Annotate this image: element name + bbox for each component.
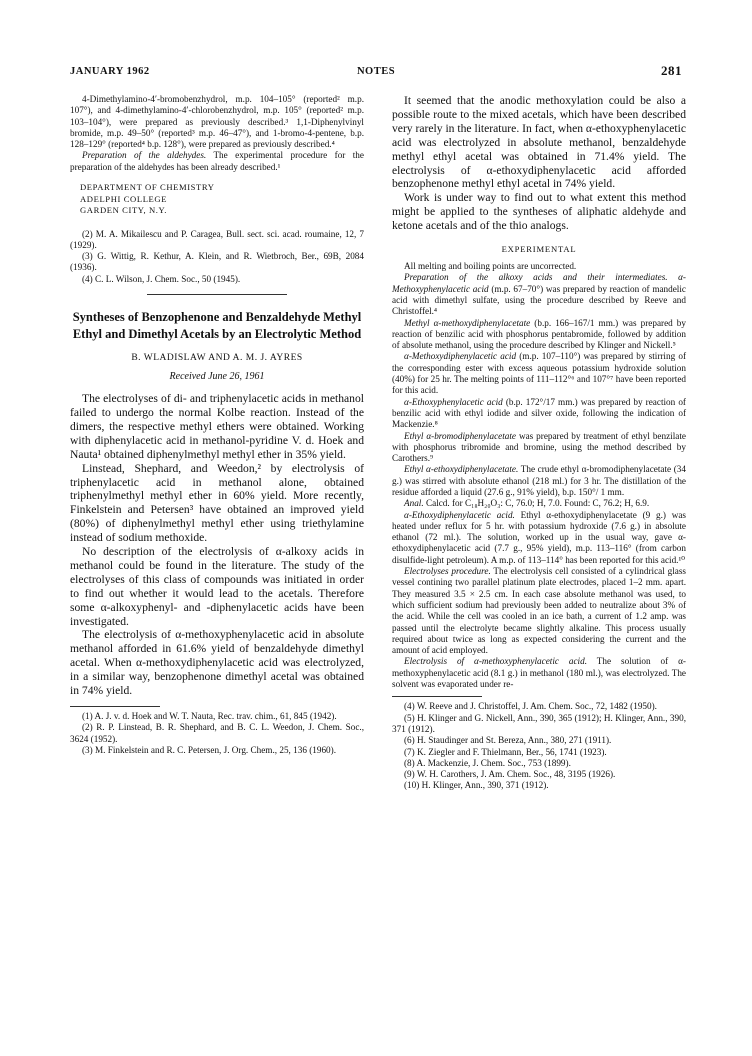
run-in-heading: Electrolysis of α-methoxyphenylacetic acid.	[404, 656, 588, 667]
footnote: (7) K. Ziegler and F. Thielmann, Ber., 56, 1741 (1923).	[404, 746, 607, 757]
paragraph-text: The crude ethyl α-bromodiphenylacetate (34 g.) was stirred with absolute ethanol (218 ml.) for 3 hr. The distillation of the residue afforded a liquid (27.6 g., 91% yield), b.p. 150°/ 1 mm.	[392, 464, 686, 497]
exp-paragraph	[392, 464, 686, 498]
paragraph	[70, 150, 364, 173]
run-in-heading: Methyl α-methoxydiphenylacetate	[404, 317, 531, 328]
footnote: (4) C. L. Wilson, J. Chem. Soc., 50 (1945).	[82, 273, 241, 284]
paragraph-text: was prepared by treatment of ethyl benzilate with phosphorus tribromide and bromine, using the method described by Carothers.⁹	[392, 430, 686, 464]
exp-paragraph	[392, 656, 686, 690]
exp-paragraph	[392, 351, 686, 396]
run-in-heading: Preparation of the aldehydes.	[82, 150, 207, 161]
footnote-divider	[70, 706, 160, 707]
body-paragraph: Work is under way to find out to what extent this method might be applied to the syntheses of aliphatic aldehyde and ketone acetals and of the thio analogs.	[392, 191, 686, 233]
header-date: JANUARY 1962	[70, 66, 150, 77]
footnote-divider	[392, 696, 482, 697]
body-paragraph: The electrolysis of α-methoxyphenylacetic acid in absolute methanol afforded in 61.6% yield of benzaldehyde dimethyl acetal. When α-methoxydiphenylacetic acid was electrolyzed, in a similar way, benzophenone dimethyl acetal was obtained in 74% yield.	[70, 628, 364, 698]
run-in-heading: α-Ethoxydiphenylacetic acid.	[404, 509, 515, 520]
run-in-heading: Preparation of the alkoxy acids and their intermediates. α-Methoxyphenylacetic acid	[392, 272, 686, 294]
footnotes-right	[392, 701, 686, 791]
received-date: Received June 26, 1961	[169, 371, 265, 383]
exp-paragraph	[392, 510, 686, 566]
exp-paragraph	[392, 261, 686, 272]
footnote: (4) W. Reeve and J. Christoffel, J. Am. Chem. Soc., 72, 1482 (1950).	[404, 701, 657, 712]
body-paragraph: The electrolyses of di- and triphenylacetic acids in methanol failed to undergo the normal Kolbe reaction. Instead of the dimers, the respective methyl ethers were obtained. Working with diphenylacetic acid in methanol-pyridine V. d. Hoek and Nauta¹ obtained diphenylmethyl methyl ether in 35% yield.	[70, 392, 364, 461]
body-paragraph: Linstead, Shephard, and Weedon,² by electrolysis of triphenylacetic acid in methanol alone, obtained triphenylmethyl methyl ether in 60% yield. More recently, Finkelstein and Petersen³ have obtained an improved yield (80%) of diphenylmethyl methyl ether using triethylamine instead of sodium methoxide.	[70, 461, 364, 545]
exp-paragraph	[392, 431, 686, 465]
article-title: Syntheses of Benzophenone and Benzaldehyde Methyl Ethyl and Dimethyl Acetals by an Electrolytic Method	[72, 310, 362, 342]
affiliation-line: DEPARTMENT OF CHEMISTRY	[80, 182, 215, 193]
run-in-heading: Ethyl α-ethoxydiphenylacetate.	[404, 464, 519, 475]
paragraph-text: The solution of α-methoxyphenylacetic acid (8.1 g.) in methanol (180 ml.), was electrolyzed. The solvent was evaporated under re-	[392, 656, 686, 690]
paragraph-text: Ethyl α-ethoxydiphenylacetate (9 g.) was heated under reflux for 5 hr. with potassium hydroxide (7.6 g.) in absolute ethanol (72 ml.). The solution, worked up in the usual way, gave α-ethoxydiphenylacetic acid (7.7 g., 95% yield), m.p. 113–116° (from carbon disulfide-light petroleum). A m.p. of 113–114° has been reported for this acid.¹⁰	[392, 509, 686, 565]
paragraph-text: (b.p. 172°/17 mm.) was prepared by reaction of benzilic acid with ethyl iodide and silver oxide, following the indication of Mackenzie.⁸	[392, 396, 686, 430]
footnote: (3) G. Wittig, R. Kethur, A. Klein, and R. Wietbroch, Ber., 69B, 2084 (1936).	[70, 251, 364, 273]
footnotes-top	[70, 229, 364, 285]
footnote: (9) W. H. Carothers, J. Am. Chem. Soc., 48, 3195 (1926).	[404, 769, 616, 780]
paragraph-text: (m.p. 67–70°) was prepared by reaction of mandelic acid with dimethyl sulfate, using the procedure described by Reeve and Christoffel.⁴	[392, 283, 686, 317]
affiliation-line: ADELPHI COLLEGE	[80, 193, 168, 204]
paragraph-text: The electrolysis cell consisted of a cylindrical glass vessel contining two parallel platinum plate electrodes, placed 1–2 mm. apart. They measured 3.5 × 2.5 cm. In each case absolute methanol was used, to which sufficient sodium had previously been added to neutralize about 3% of the acid. While the cell was cooled in an ice bath, a current of 1.2 amp. was passed until the electrolyte became slightly alkaline. This process usually required about twice as long as expected considering the current and the amount of acid employed.	[392, 566, 686, 656]
run-in-heading: Anal.	[404, 498, 424, 509]
paragraph-text: All melting and boiling points are uncorrected.	[404, 261, 577, 272]
footnote: (2) R. P. Linstead, B. R. Shephard, and B. C. L. Weedon, J. Chem. Soc., 3624 (1952).	[70, 722, 364, 744]
paragraph-text: (b.p. 166–167/1 mm.) was prepared by reaction of benzilic acid with phosphorus pentabromide, followed by addition of absolute methanol, using the procedure described by Klinger and Nickell.⁵	[392, 317, 686, 351]
article-body	[70, 392, 364, 698]
footnote: (6) H. Staudinger and St. Bereza, Ann., 380, 271 (1911).	[404, 735, 612, 746]
run-in-heading: Electrolyses procedure.	[404, 566, 491, 577]
experimental-section	[392, 261, 686, 690]
exp-paragraph	[392, 566, 686, 656]
running-header	[70, 63, 682, 84]
exp-paragraph	[392, 318, 686, 352]
paragraph-text: Calcd. for C₁₈H₂₀O₃: C, 76.0; H, 7.0. Found: C, 76.2; H, 6.9.	[423, 498, 650, 509]
divider	[147, 294, 287, 295]
footnotes-bottom	[70, 711, 364, 756]
footnote: (3) M. Finkelstein and R. C. Petersen, J. Org. Chem., 25, 136 (1960).	[82, 744, 336, 755]
footnote: (1) A. J. v. d. Hoek and W. T. Nauta, Rec. trav. chim., 61, 845 (1942).	[82, 711, 337, 721]
run-in-heading: α-Ethoxyphenylacetic acid	[404, 396, 503, 407]
affiliation-line: GARDEN CITY, N.Y.	[80, 205, 167, 216]
footnote: (10) H. Klinger, Ann., 390, 371 (1912).	[404, 780, 549, 791]
body-paragraph: It seemed that the anodic methoxylation could be also a possible route to the mixed acetals, which have been described very rarely in the literature. In fact, when α-ethoxyphenylacetic acid was electrolyzed in absolute methanol, benzaldehyde methyl ethyl acetal was obtained in 71.4% yield. The electrolysis of α-ethoxydiphenylacetic acid afforded benzophenone methyl ethyl acetal in 74% yield.	[392, 94, 686, 191]
right-column	[392, 94, 686, 792]
run-in-heading: Ethyl α-bromodiphenylacetate	[404, 430, 517, 441]
exp-paragraph	[392, 272, 686, 317]
paragraph-text: The experimental procedure for the preparation of the aldehydes has been already described.¹	[70, 150, 364, 172]
exp-paragraph	[392, 397, 686, 431]
exp-paragraph	[392, 498, 686, 509]
left-column	[70, 94, 364, 756]
page-number: 281	[661, 63, 682, 78]
run-in-heading: α-Methoxydiphenylacetic acid	[404, 351, 517, 362]
affiliation	[80, 182, 364, 217]
paragraph: 4-Dimethylamino-4′-bromobenzhydrol, m.p. 104–105° (reported² m.p. 107°), and 4-dimethylamino-4′-chlorobenzhydrol, m.p. 105° (reported² m.p. 103–104°), were prepared as previously described.³ 1,1-Diphenylvinyl bromide, m.p. 49–50° (reported³ m.p. 46–47°), and 1-bromo-4-pentene, b.p. 128–129° (reported⁴ b.p. 128°), were prepared as previously described.⁴	[70, 94, 364, 150]
footnote: (5) H. Klinger and G. Nickell, Ann., 390, 365 (1912); H. Klinger, Ann., 390, 371 (1912).	[392, 712, 686, 734]
footnote: (2) M. A. Mikailescu and P. Caragea, Bull. sect. sci. acad. roumaine, 12, 7 (1929).	[70, 228, 364, 250]
paragraph-text: (m.p. 107–110°) was prepared by stirring of the corresponding ester with excess aqueous potassium hydroxide solution (40%) for 25 hr. The melting points of 111–112°⁶ and 107°⁷ have been reported for this acid.	[392, 351, 686, 396]
section-heading: EXPERIMENTAL	[501, 244, 577, 255]
header-section: NOTES	[356, 66, 396, 77]
article-authors: B. WLADISLAW AND A. M. J. AYRES	[131, 353, 303, 364]
body-paragraph: No description of the electrolysis of α-alkoxy acids in methanol could be found in the literature. The study of the electrolyses of this class of compounds was initiated in order to find out whether it would lead to the acetals. Therefore some α-alkoxyphenyl- and -diphenylacetic acids have been investigated.	[70, 545, 364, 628]
footnote: (8) A. Mackenzie, J. Chem. Soc., 753 (1899).	[404, 757, 571, 768]
